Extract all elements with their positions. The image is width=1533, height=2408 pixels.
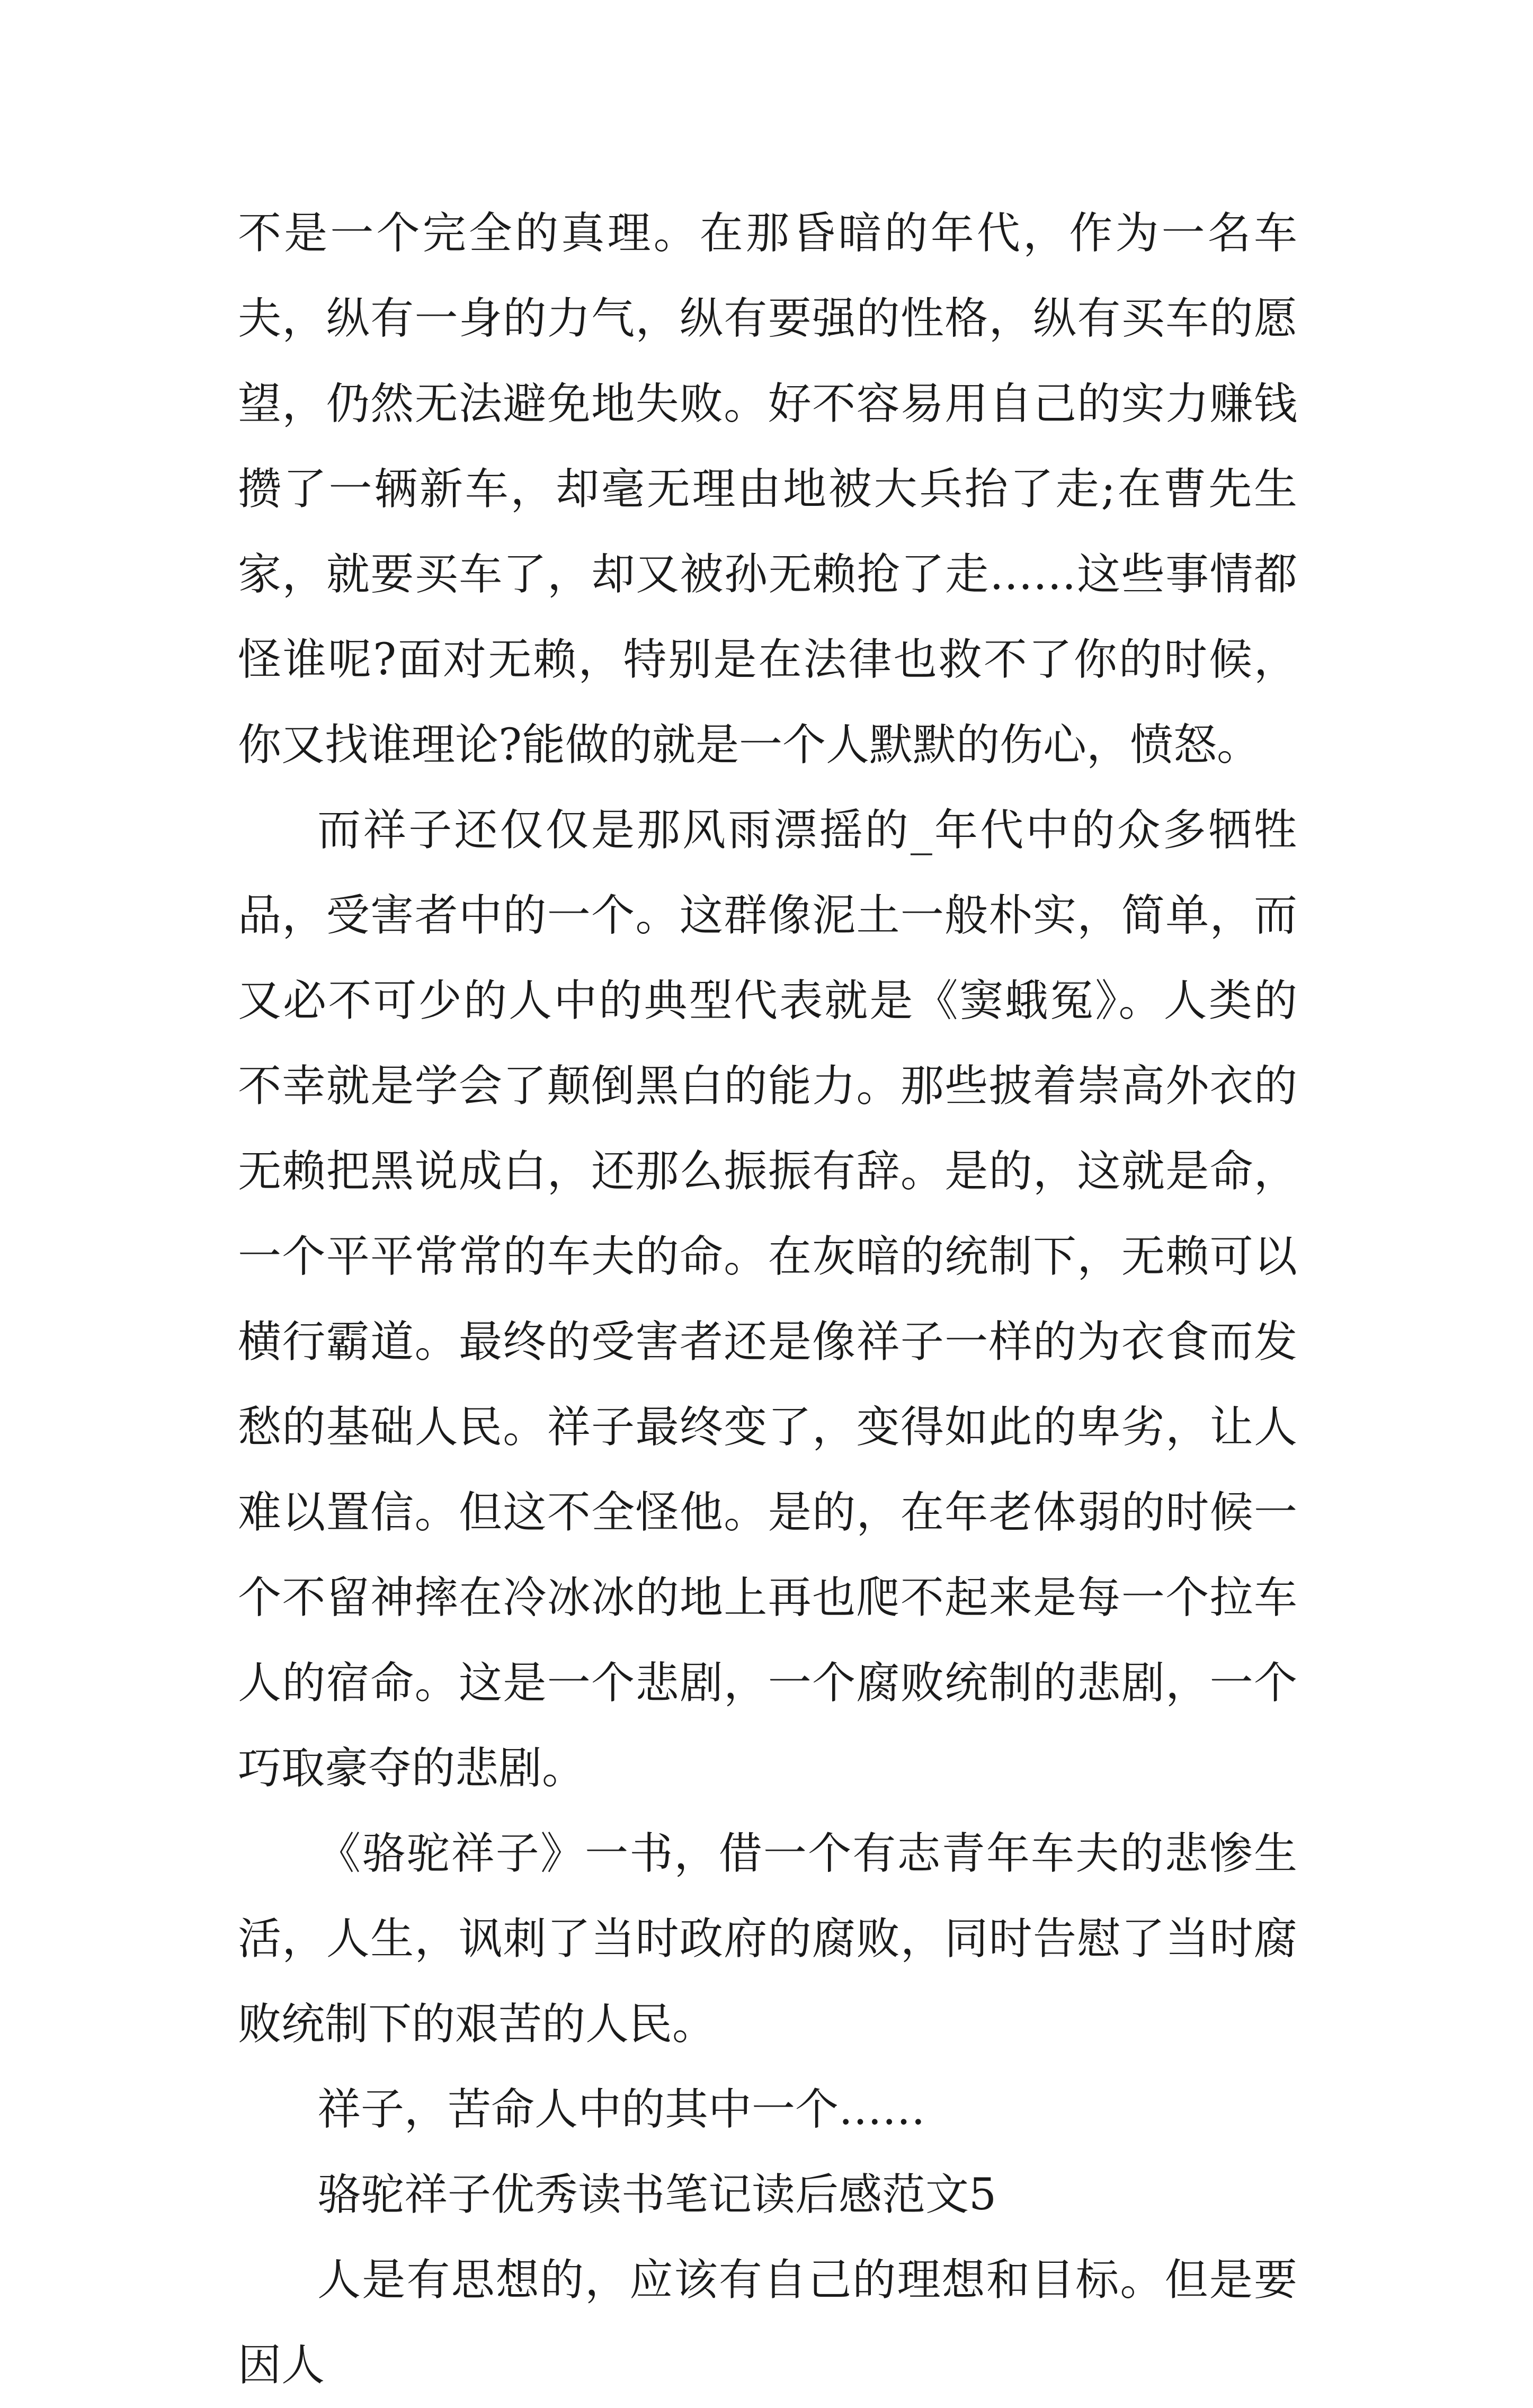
paragraph-4: 祥子，苦命人中的其中一个…… bbox=[317, 2084, 926, 2135]
paragraph-1: 不是一个完全的真理。在那昏暗的年代，作为一名车夫，纵有一身的力气，纵有要强的性格，纵有买车的愿望，仍然无法避免地失败。好不容易用自己的实力赚钱攒了一辆新车，却毫无理由地被大兵抬了走;在曹先生家，就要买车了，却又被孙无赖抢了走……这些事情都怪谁呢?面对无赖，特别是在法律也救不了你的时候，你又找谁理论?能做的就是一个人默默的伤心，愤怒。 bbox=[238, 208, 1297, 770]
document-body bbox=[238, 191, 1297, 2408]
paragraph-2: 而祥子还仅仅是那风雨漂摇的_年代中的众多牺牲品，受害者中的一个。这群像泥土一般朴实，简单，而又必不可少的人中的典型代表就是《窦蛾冤》。人类的不幸就是学会了颠倒黑白的能力。那些披着崇高外衣的无赖把黑说成白，还那么振振有辞。是的，这就是命，一个平平常常的车夫的命。在灰暗的统制下，无赖可以横行霸道。最终的受害者还是像祥子一样的为衣食而发愁的基础人民。祥子最终变了，变得如此的卑劣，让人难以置信。但这不全怪他。是的，在年老体弱的时候一个不留神摔在冷冰冰的地上再也爬不起来是每一个拉车人的宿命。这是一个悲剧，一个腐败统制的悲剧，一个巧取豪夺的悲剧。 bbox=[238, 805, 1297, 1794]
section-heading: 骆驼祥子优秀读书笔记读后感范文5 bbox=[317, 2170, 997, 2220]
paragraph-3: 《骆驼祥子》一书，借一个有志青年车夫的悲惨生活，人生，讽刺了当时政府的腐败，同时告慰了当时腐败统制下的艰苦的人民。 bbox=[238, 1829, 1297, 2049]
paragraph-5: 人是有思想的，应该有自己的理想和目标。但是要因人 bbox=[238, 2255, 1297, 2391]
